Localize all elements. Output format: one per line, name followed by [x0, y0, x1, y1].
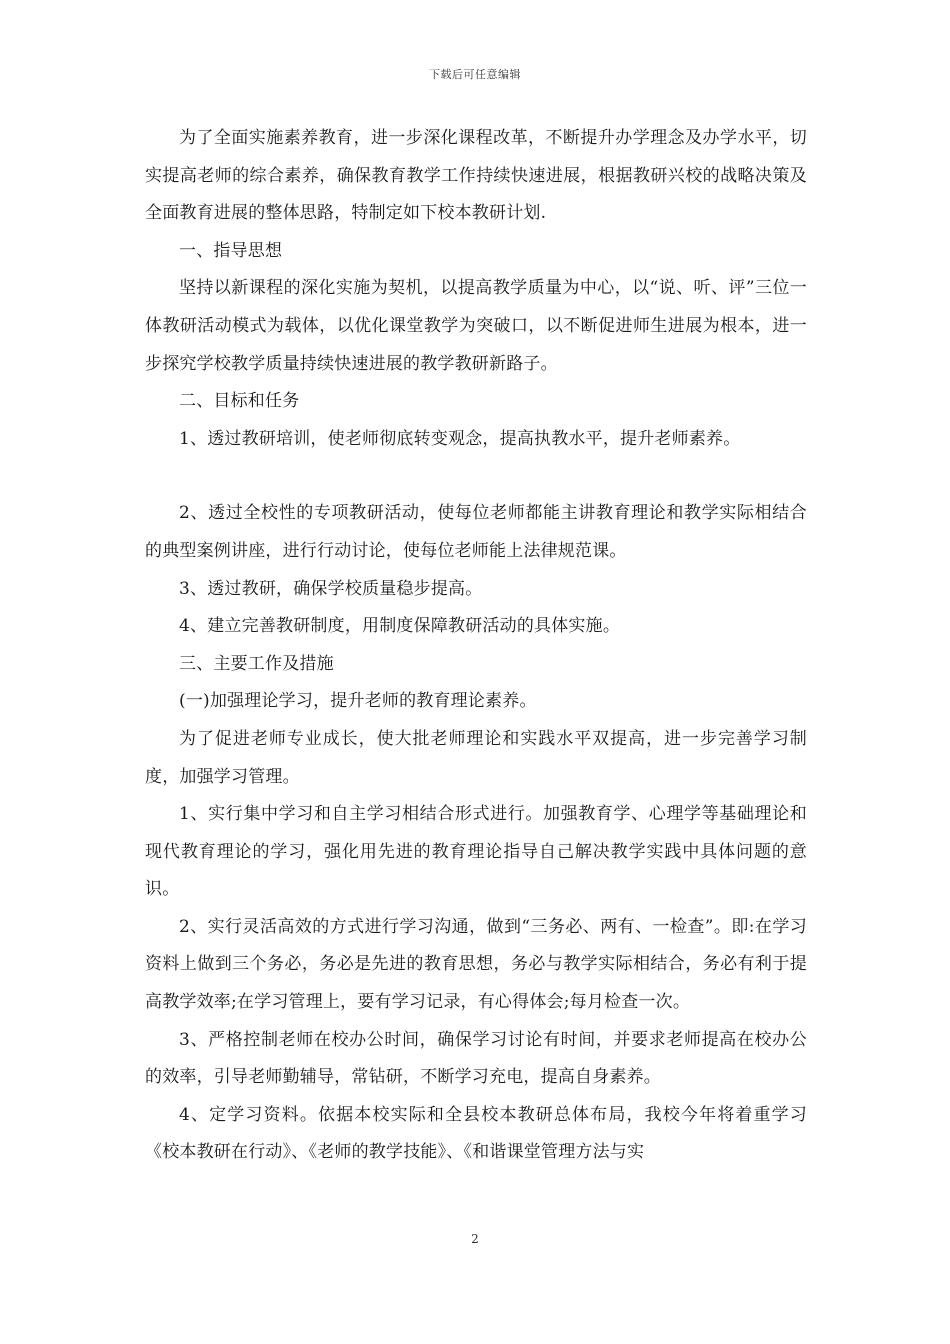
measure-item-1: 1、实行集中学习和自主学习相结合形式进行。加强教育学、心理学等基础理论和现代教育理论的学习，强化用先进的教育理论指导自己解决教学实践中具体问题的意识。: [145, 804, 807, 900]
page-number: 2: [471, 1232, 479, 1246]
goal-item-1: 1、透过教研培训，使老师彻底转变观念，提高执教水平，提升老师素养。: [179, 428, 741, 449]
section-heading-main-work: 三、主要工作及措施: [179, 653, 334, 674]
goal-item-4: 4、建立完善教研制度，用制度保障教研活动的具体实施。: [179, 616, 621, 637]
intro-paragraph: 为了全面实施素养教育，进一步深化课程改革，不断提升办学理念及办学水平，切实提高老师的综合素养，确保教育教学工作持续快速进展，根据教研兴校的战略决策及全面教育进展的整体思路，特制定如下校本教研计划.: [145, 128, 807, 224]
page-header: 下载后可任意编辑: [429, 68, 521, 81]
subsection-heading-theory-study: (一)加强理论学习，提升老师的教育理论素养。: [179, 691, 537, 712]
theory-study-paragraph: 为了促进老师专业成长，使大批老师理论和实践水平双提高，进一步完善学习制度，加强学习管理。: [145, 728, 807, 787]
blank-line: [145, 458, 807, 495]
goal-item-2: 2、透过全校性的专项教研活动，使每位老师都能主讲教育理论和教学实际相结合的典型案例讲座，进行行动讨论，使每位老师能上法律规范课。: [145, 503, 807, 561]
section-heading-guiding-ideology: 一、指导思想: [179, 240, 283, 261]
document-body: [145, 120, 807, 1172]
measure-item-4: 4、定学习资料。依据本校实际和全县校本教研总体布局，我校今年将着重学习《校本教研在行动》、《老师的教学技能》、《和谐课堂管理方法与实: [145, 1104, 807, 1163]
guiding-ideology-paragraph: 坚持以新课程的深化实施为契机，以提高教学质量为中心，以“说、听、评”三位一体教研活动模式为载体，以优化课堂教学为突破口，以不断促进师生进展为根本，进一步探究学校教学质量持续快速进展的教学教研新路子。: [145, 278, 807, 374]
section-heading-goals-tasks: 二、目标和任务: [179, 391, 300, 412]
goal-item-3: 3、透过教研，确保学校质量稳步提高。: [179, 578, 483, 599]
measure-item-3: 3、严格控制老师在校办公时间，确保学习讨论有时间，并要求老师提高在校办公的效率，引导老师勤辅导，常钻研，不断学习充电，提高自身素养。: [145, 1029, 807, 1088]
measure-item-2: 2、实行灵活高效的方式进行学习沟通，做到“三务必、两有、一检查”。即:在学习资料上做到三个务必，务必是先进的教育思想，务必与教学实际相结合，务必有利于提高教学效率;在学习管理上，要有学习记录，有心得体会;每月检查一次。: [145, 916, 807, 1013]
